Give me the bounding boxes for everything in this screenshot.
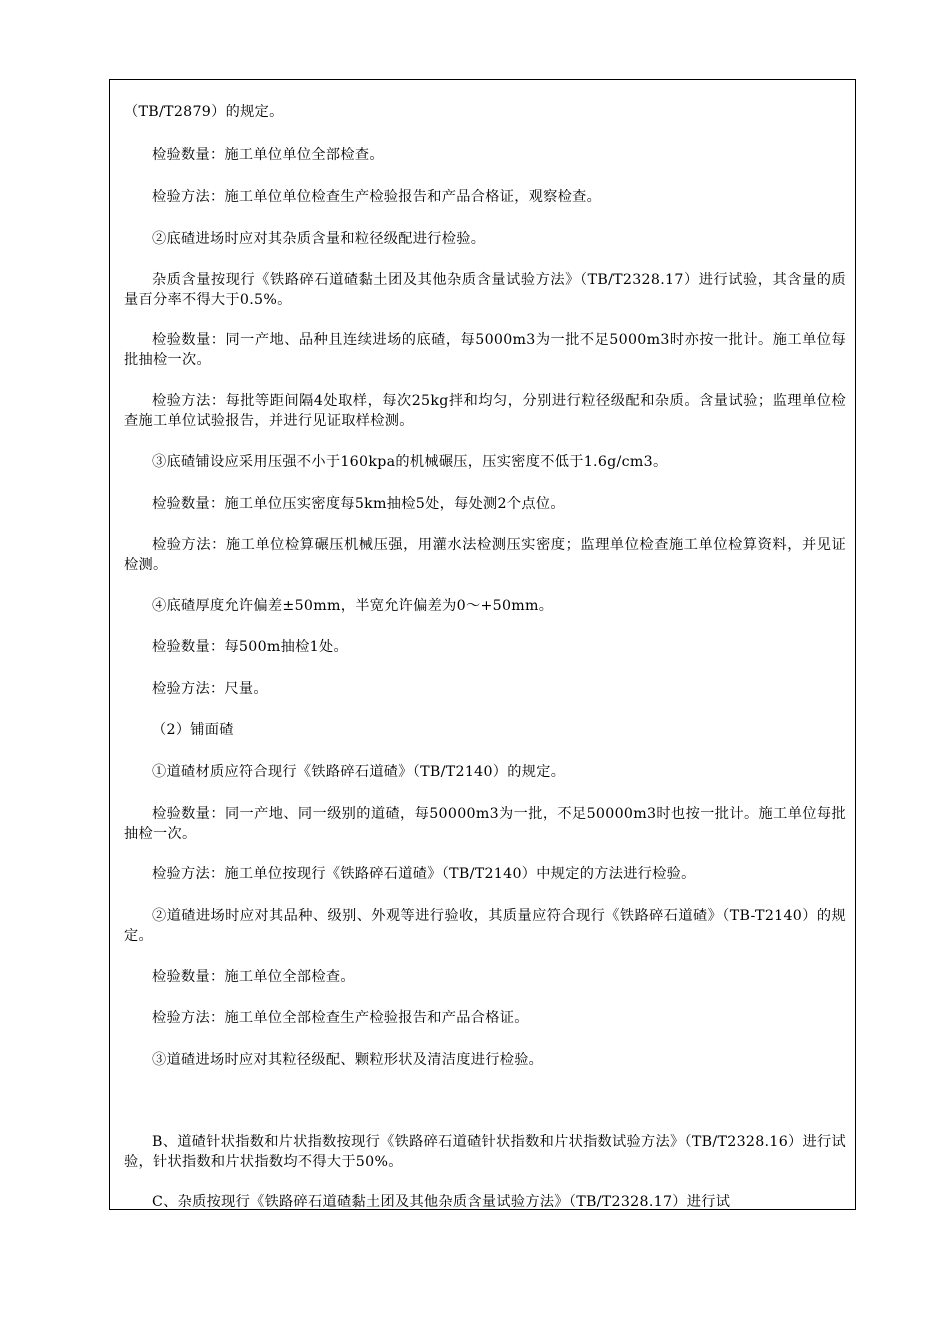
paragraph-item-2: ②底碴进场时应对其杂质含量和粒径级配进行检验。 — [152, 231, 486, 247]
paragraph-item-3: ③底碴铺设应采用压强不小于160kpa的机械碾压，压实密度不低于1.6g/cm3。 — [152, 454, 668, 470]
paragraph-inspection-quantity: 检验数量：同一产地、同一级别的道碴，每50000m3为一批，不足50000m3时也按一批计。施工单位每批抽检一次。 — [124, 806, 846, 842]
paragraph-inspection-quantity: 检验数量：施工单位压实密度每5km抽检5处，每处测2个点位。 — [152, 496, 565, 512]
paragraph-inspection-method: 检验方法：每批等距间隔4处取样，每次25kg拌和均匀，分别进行粒径级配和杂质。含量试验；监理单位检查施工单位试验报告，并进行见证取样检测。 — [124, 393, 846, 429]
document-frame — [109, 79, 856, 1210]
paragraph-inspection-method: 检验方法：尺量。 — [152, 681, 268, 697]
paragraph-impurity-test: C、杂质按现行《铁路碎石道碴黏土团及其他杂质含量试验方法》（TB/T2328.17）进行试 — [152, 1194, 731, 1210]
paragraph-inspection-method: 检验方法：施工单位全部检查生产检验报告和产品合格证。 — [152, 1010, 529, 1026]
paragraph-item-1: ①道碴材质应符合现行《铁路碎石道碴》（TB/T2140）的规定。 — [152, 764, 566, 780]
paragraph-needle-flake-index: B、道碴针状指数和片状指数按现行《铁路碎石道碴针状指数和片状指数试验方法》（TB/T2328.16）进行试验，针状指数和片状指数均不得大于50%。 — [124, 1134, 846, 1170]
paragraph-item-3: ③道碴进场时应对其粒径级配、颗粒形状及清洁度进行检验。 — [152, 1052, 544, 1068]
paragraph-impurity-content: 杂质含量按现行《铁路碎石道碴黏土团及其他杂质含量试验方法》（TB/T2328.17）进行试验，其含量的质量百分率不得大于0.5%。 — [124, 272, 846, 308]
paragraph-item-2: ②道碴进场时应对其品种、级别、外观等进行验收，其质量应符合现行《铁路碎石道碴》（TB-T2140）的规定。 — [124, 908, 846, 944]
paragraph-inspection-quantity: 检验数量：同一产地、品种且连续进场的底碴，每5000m3为一批不足5000m3时亦按一批计。施工单位每批抽检一次。 — [124, 332, 846, 368]
paragraph-standard-ref: （TB/T2879）的规定。 — [124, 104, 284, 120]
paragraph-inspection-quantity: 检验数量：每500m抽检1处。 — [152, 639, 348, 655]
section-heading: （2）铺面碴 — [152, 722, 234, 738]
paragraph-inspection-method: 检验方法：施工单位单位检查生产检验报告和产品合格证，观察检查。 — [152, 189, 602, 205]
paragraph-item-4: ④底碴厚度允许偏差±50mm，半宽允许偏差为0～+50mm。 — [152, 598, 554, 614]
paragraph-inspection-method: 检验方法：施工单位按现行《铁路碎石道碴》（TB/T2140）中规定的方法进行检验。 — [152, 866, 696, 882]
paragraph-inspection-method: 检验方法：施工单位检算碾压机械压强，用灌水法检测压实密度；监理单位检查施工单位检算资料，并见证检测。 — [124, 537, 846, 573]
paragraph-inspection-quantity: 检验数量：施工单位单位全部检查。 — [152, 147, 384, 163]
paragraph-inspection-quantity: 检验数量：施工单位全部检查。 — [152, 969, 355, 985]
